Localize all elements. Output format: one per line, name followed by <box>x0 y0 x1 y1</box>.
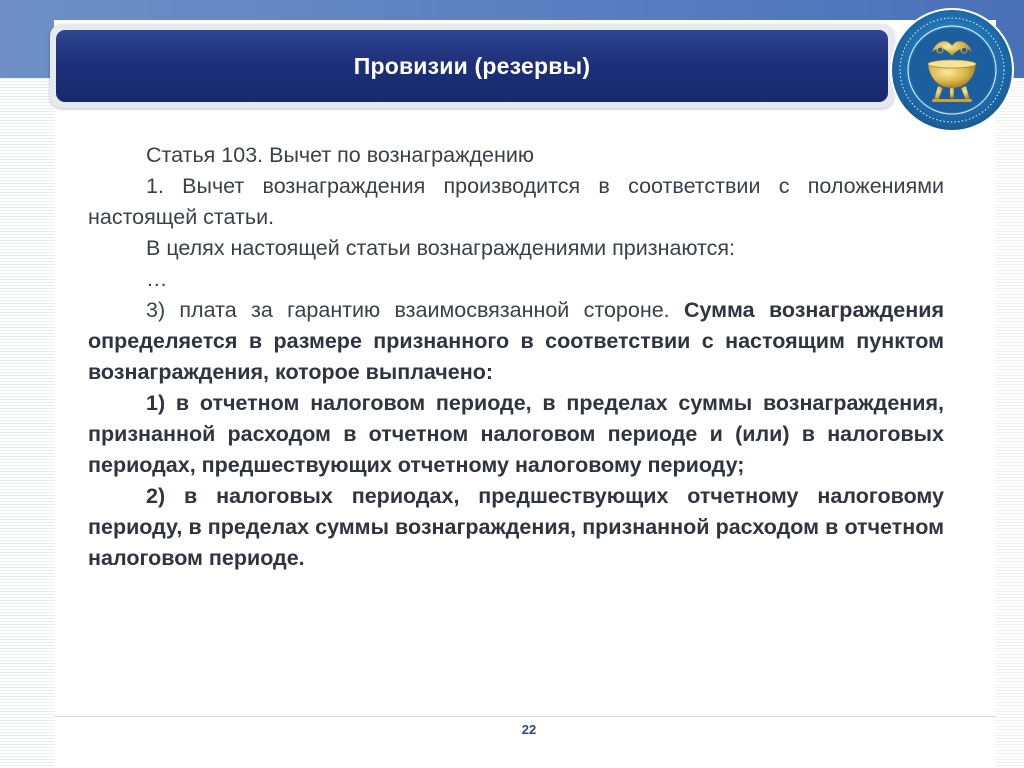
slide-title: Провизии (резервы) <box>353 52 591 79</box>
footer-divider <box>54 716 996 717</box>
left-striped-margin <box>0 78 54 768</box>
paragraph-text: 3) плата за гарантию взаимосвязанной стороне. <box>146 298 684 322</box>
paragraph-text: Статья 103. Вычет по вознаграждению <box>146 143 534 167</box>
right-striped-margin <box>996 78 1024 768</box>
article-text <box>88 140 944 574</box>
page-number: 22 <box>521 722 537 737</box>
paragraph-bold-text: 2) в налоговых периодах, предшествующих отчетному налоговому периоду, в пределах суммы вознаграждения, признанной расходом в отчетном налоговом периоде. <box>88 484 944 570</box>
paragraph-text: … <box>146 267 168 291</box>
title-bar <box>56 30 888 102</box>
paragraph-subitem-1 <box>88 388 944 481</box>
paragraph-item-3 <box>88 295 944 388</box>
paragraph-subitem-2 <box>88 481 944 574</box>
paragraph-ellipsis <box>88 264 944 295</box>
paragraph-heading <box>88 140 944 171</box>
paragraph-text: 1. Вычет вознаграждения производится в соответствии с положениями настоящей статьи. <box>88 174 944 229</box>
paragraph-text: В целях настоящей статьи вознаграждениями признаются: <box>146 236 736 260</box>
paragraph-item-1 <box>88 171 944 233</box>
paragraph-bold-text: 1) в отчетном налоговом периоде, в пределах суммы вознаграждения, признанной расходом в отчетном налоговом периоде и (или) в налоговых периодах, предшествующих отчетному налоговому периоду; <box>88 391 944 477</box>
state-revenue-emblem-icon <box>888 6 1016 134</box>
paragraph-bold-text: Сумма вознаграждения определяется в размере признанного в соответствии с настоящим пунктом вознаграждения, которое выплачено: <box>88 298 944 384</box>
paragraph-intro <box>88 233 944 264</box>
